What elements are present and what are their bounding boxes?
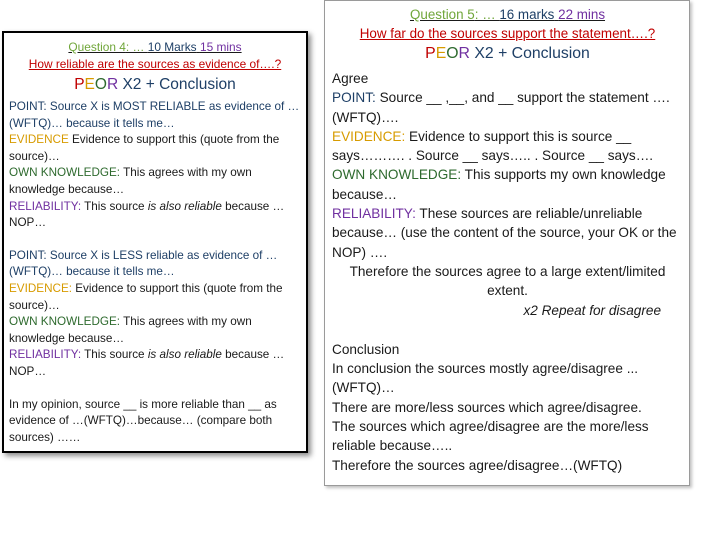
evidence-line: EVIDENCE: Evidence to support this (quote from the source)… — [9, 281, 283, 312]
question-5-title: Question 5: … 16 marks 22 mins — [409, 7, 606, 22]
question-4-text: How reliable are the sources as evidence of….? — [28, 56, 282, 71]
peor-heading: PEOR X2 + Conclusion — [425, 45, 590, 62]
own-knowledge-line: OWN KNOWLEDGE: This agrees with my own knowledge because… — [9, 315, 252, 345]
conclusion-title: Conclusion — [332, 341, 400, 357]
point-line: POINT: Source __ ,__, and __ support the statement ….(WFTQ)…. — [332, 90, 670, 125]
question-4-title: Question 4: … 10 Marks 15 mins — [68, 40, 242, 54]
conclusion-line: The sources which agree/disagree are the more/less reliable because….. — [332, 419, 649, 454]
conclusion-line: In conclusion the sources mostly agree/disagree ...(WFTQ)… — [332, 361, 639, 396]
agree-label: Agree — [332, 71, 369, 86]
peor-heading: PEOR X2 + Conclusion — [74, 76, 236, 93]
question-4-card — [2, 31, 308, 453]
evidence-line: EVIDENCE: Evidence to support this is source __ says………. . Source __ says….. . Source __ says…. — [332, 128, 654, 164]
own-knowledge-line: OWN KNOWLEDGE: This agrees with my own knowledge because… — [9, 166, 252, 196]
spacer — [9, 381, 301, 397]
less-reliable-block — [9, 248, 301, 381]
opinion-paragraph: In my opinion, source __ is more reliable than __ as evidence of …(WFTQ)…because… (compare both sources) …… — [9, 397, 277, 444]
spacer — [332, 320, 683, 340]
own-knowledge-line: OWN KNOWLEDGE: This supports my own knowledge because… — [332, 167, 666, 202]
conclusion-line: Therefore the sources agree/disagree…(WFTQ) — [332, 457, 623, 473]
spacer — [9, 232, 301, 248]
question-5-text: How far do the sources support the statement….? — [359, 26, 656, 41]
reliability-line: RELIABILITY: These sources are reliable/unreliable because… (use the content of the source, your OK or the NOP) …. — [332, 206, 677, 260]
evidence-line: EVIDENCE Evidence to support this (quote from the source)… — [9, 133, 280, 163]
question-5-card — [324, 0, 690, 486]
point-line: POINT: Source X is LESS reliable as evidence of …(WFTQ)… because it tells me… — [9, 248, 278, 279]
reliability-line: RELIABILITY: This source is also reliable because …NOP… — [9, 348, 285, 378]
therefore-line: Therefore the sources agree to a large extent/limited extent. — [349, 263, 666, 299]
repeat-note: x2 Repeat for disagree — [523, 302, 661, 318]
most-reliable-block — [9, 99, 301, 232]
conclusion-line: There are more/less sources which agree/disagree. — [332, 399, 642, 415]
reliability-line: RELIABILITY: This source is also reliable because …NOP… — [9, 199, 285, 230]
point-line: POINT: Source X is MOST RELIABLE as evidence of …(WFTQ)… because it tells me… — [9, 100, 300, 130]
